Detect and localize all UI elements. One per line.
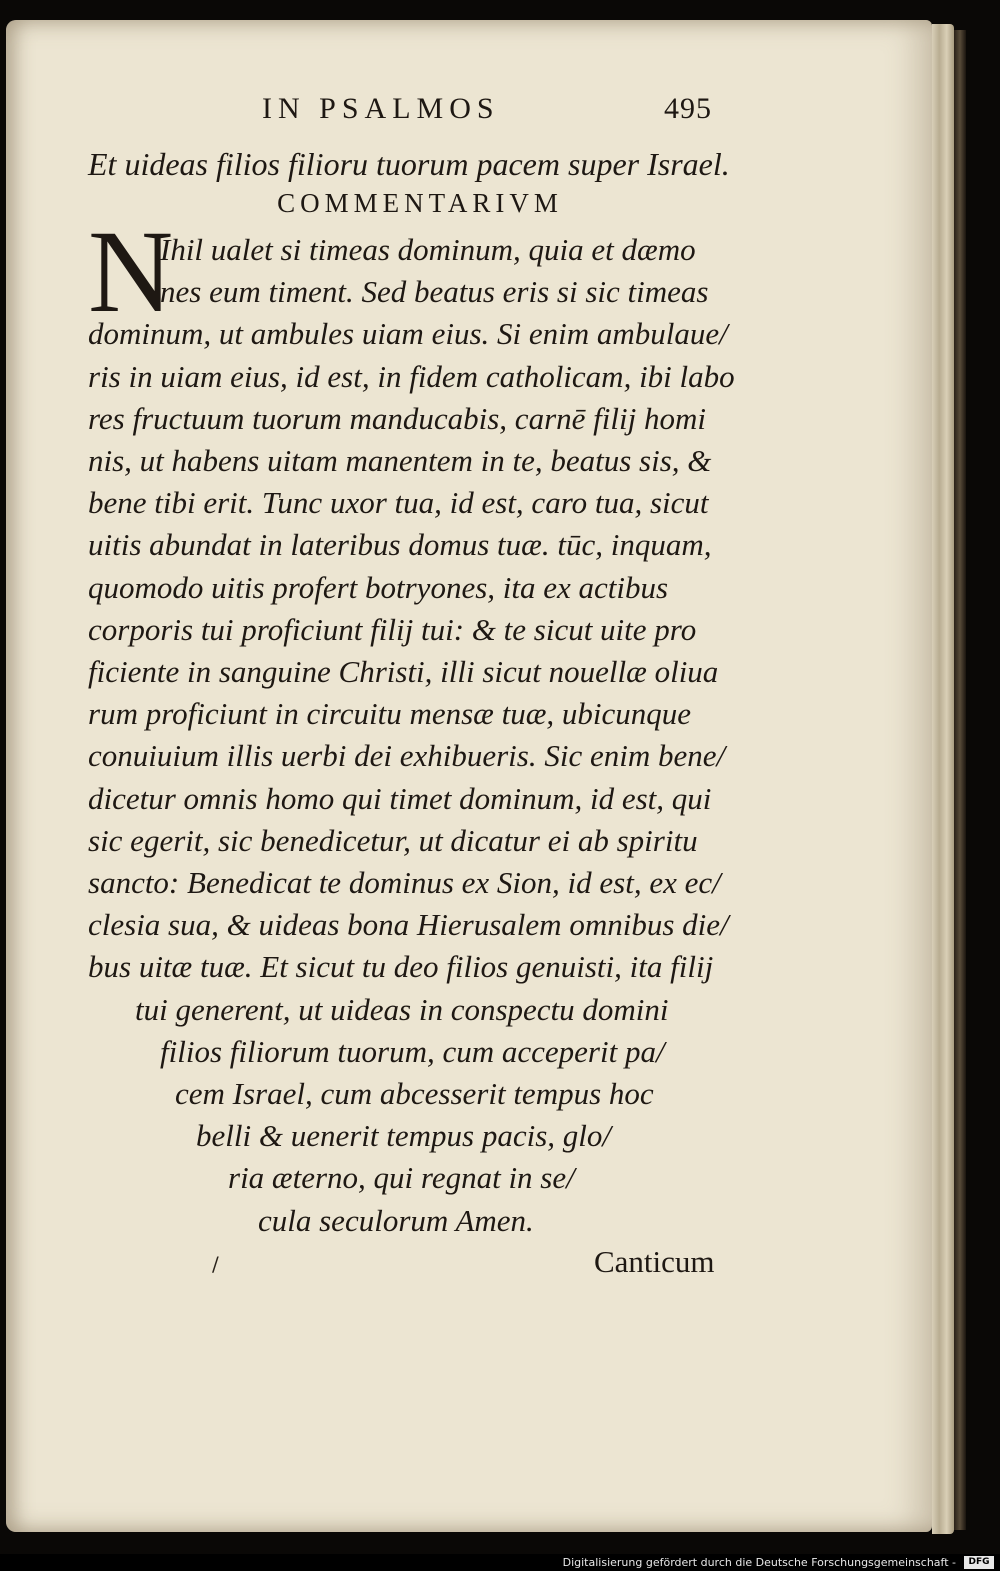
text-line: nes eum timent. Sed beatus eris si sic timeas (160, 274, 709, 310)
text-line: ficiente in sanguine Christi, illi sicut nouellæ oliua (88, 654, 719, 689)
page-number: 495 (664, 92, 712, 125)
text-line: bus uitæ tuæ. Et sicut tu deo filios genuisti, ita filij (88, 949, 714, 985)
verse-line: Et uideas filios filioru tuorum pacem super Israel. (88, 146, 730, 182)
text-line: corporis tui proficiunt filij tui: & te sicut uite pro (88, 611, 697, 647)
text-line: dominum, ut ambules uiam eius. Si enim ambulaue/ (88, 316, 728, 352)
ink-mark: / (212, 1252, 219, 1276)
text-line: bene tibi erit. Tunc uxor tua, id est, caro tua, sicut (88, 485, 709, 521)
footer-credit: Digitalisierung gefördert durch die Deutsche Forschungsgemeinschaft - (562, 1556, 956, 1569)
text-line: Ihil ualet si timeas dominum, quia et dæmo (160, 232, 696, 267)
drop-cap-initial: N (88, 206, 174, 337)
text-line: ris in uiam eius, id est, in fidem catholicam, ibi labo (88, 358, 735, 394)
dfg-logo: DFG (964, 1556, 994, 1569)
text-line: uitis abundat in lateribus domus tuæ. tūc, inquam, (88, 527, 712, 563)
text-line: belli & uenerit tempus pacis, glo/ (196, 1118, 612, 1154)
catchword: Canticum (594, 1244, 715, 1279)
text-line: cula seculorum Amen. (258, 1202, 534, 1238)
text-line: filios filiorum tuorum, cum acceperit pa/ (160, 1033, 665, 1069)
section-heading: COMMENTARIVM (277, 188, 563, 218)
book-block-edge (954, 30, 966, 1530)
text-line: conuiuium illis uerbi dei exhibueris. Sic enim bene/ (88, 738, 726, 774)
digitization-footer (0, 1554, 1000, 1571)
text-line: ria æterno, qui regnat in se/ (228, 1160, 575, 1196)
text-line: dicetur omnis homo qui timet dominum, id est, qui (88, 780, 712, 816)
text-line: sancto: Benedicat te dominus ex Sion, id est, ex ec/ (88, 865, 721, 900)
text-line: sic egerit, sic benedicetur, ut dicatur ei ab spiritu (88, 822, 698, 858)
text-line: cem Israel, cum abcesserit tempus hoc (175, 1076, 654, 1111)
text-line: res fructuum tuorum manducabis, carnē filij homi (88, 400, 706, 436)
text-line: rum proficiunt in circuitu mensæ tuæ, ubicunque (88, 696, 692, 732)
running-header (262, 92, 712, 132)
text-line: nis, ut habens uitam manentem in te, beatus sis, & (88, 443, 712, 478)
header-title: IN PSALMOS (262, 92, 500, 125)
text-line: quomodo uitis profert botryones, ita ex actibus (88, 569, 669, 605)
text-line: tui generent, ut uideas in conspectu domini (135, 991, 669, 1027)
text-line: clesia sua, & uideas bona Hierusalem omnibus die/ (88, 907, 729, 943)
page-edge (932, 24, 954, 1534)
